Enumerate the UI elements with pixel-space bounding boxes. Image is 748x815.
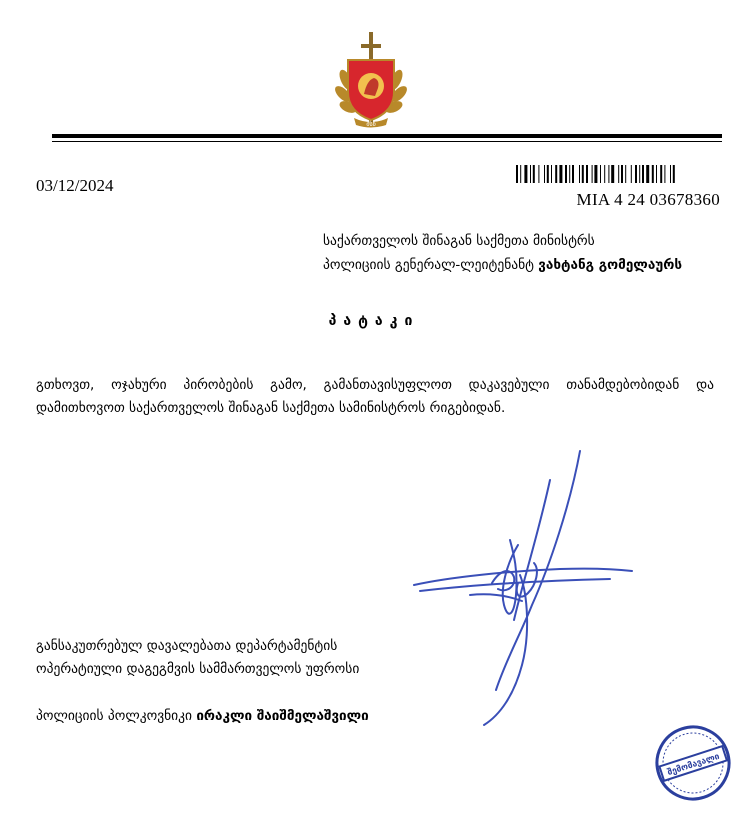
addressee-line-2	[323, 253, 682, 277]
addressee-rank: პოლიციის გენერალ-ლეიტენანტ	[323, 257, 539, 273]
incoming-stamp-icon	[652, 722, 734, 804]
addressee-block	[323, 229, 682, 277]
signatory-block	[36, 635, 369, 728]
barcode-icon	[516, 165, 720, 183]
signatory-department: განსაკუთრებულ დავალებათა დეპარტამენტის	[36, 638, 338, 654]
signatory-rank: პოლიციის პოლკოვნიკი	[36, 708, 197, 724]
addressee-line-1: საქართველოს შინაგან საქმეთა მინისტრს	[323, 233, 595, 249]
request-body-line-2: დამითხოვოთ საქართველოს შინაგან საქმეთა სამინისტროს რიგებიდან.	[36, 400, 506, 416]
addressee-name: ვახტანგ გომელაურს	[538, 257, 683, 273]
handwritten-signature-icon	[410, 445, 640, 730]
document-date: 03/12/2024	[36, 176, 114, 195]
header-divider-thin	[52, 141, 722, 142]
registration-number: MIA 4 24 03678360	[576, 190, 720, 209]
police-emblem-icon	[334, 30, 408, 130]
signatory-position: ოპერატიული დაგეგმვის სამმართველოს უფროსი	[36, 661, 360, 677]
header-divider-thick	[52, 134, 722, 138]
request-body-line-1: გთხოვთ, ოჯახური პირობების გამო, გამანთავისუფლოთ დაკავებული თანამდებობიდან და	[36, 377, 714, 393]
request-body	[36, 374, 714, 420]
stamp-text: შემომავალი	[666, 751, 721, 779]
svg-text:მსწ: მსწ	[366, 121, 376, 128]
signatory-line	[36, 705, 369, 728]
signatory-name: ირაკლი შაიშმელაშვილი	[196, 708, 369, 724]
document-heading: პატაკი	[328, 313, 420, 329]
